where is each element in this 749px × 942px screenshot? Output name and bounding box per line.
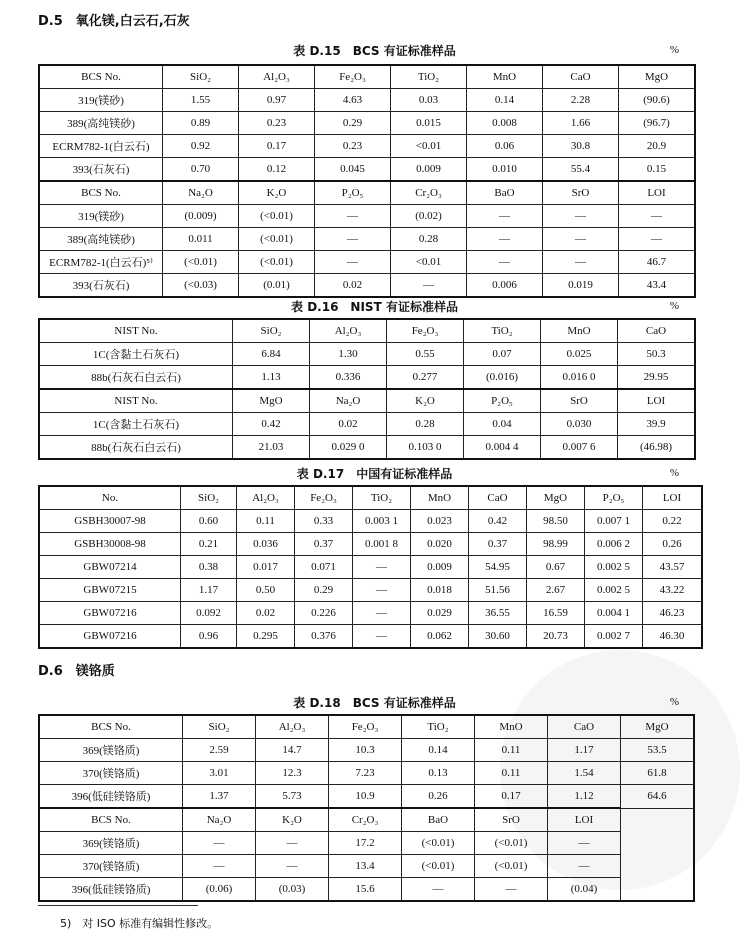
table-cell: 46.7 [619,251,696,274]
table-row [39,89,695,112]
table-cell: 0.004 4 [464,436,541,460]
unit-label: % [669,696,679,708]
table-cell: 0.14 [402,739,475,762]
table-cell: (<0.03) [163,274,239,298]
table-cell: 0.092 [181,602,237,625]
table-row [39,739,694,762]
table-cell: 0.336 [310,366,387,390]
table-row [39,602,702,625]
table-cell: — [256,832,329,855]
table-header [39,65,695,89]
table-cell: — [315,205,391,228]
header-cell: SrO [541,389,618,413]
table-cell: 0.030 [541,413,618,436]
table-row [39,413,695,436]
table-cell: 0.003 1 [353,510,411,533]
table-cell: 0.55 [387,343,464,366]
table-cell: 0.376 [295,625,353,649]
table-cell: 39.9 [618,413,696,436]
table-cell: 0.019 [543,274,619,298]
table-cell: 0.015 [391,112,467,135]
table-cell: (<0.01) [475,832,548,855]
table-cell: 0.025 [541,343,618,366]
table-cell: GSBH30008-98 [39,533,181,556]
table-cell: 30.60 [469,625,527,649]
header-cell: Al₂O₃ [237,486,295,510]
table-cell: 1.30 [310,343,387,366]
table-cell: 0.60 [181,510,237,533]
header-cell: Na₂O [183,808,256,832]
table-cell: 0.07 [464,343,541,366]
table-cell: 0.029 0 [310,436,387,460]
table-cell: 13.4 [329,855,402,878]
table-cell: 0.11 [475,739,548,762]
table-cell: 0.29 [295,579,353,602]
table-row [39,878,694,902]
table-cell: 0.029 [411,602,469,625]
table-cell: (<0.01) [239,228,315,251]
table-cell: 0.14 [467,89,543,112]
table-cell: 0.89 [163,112,239,135]
table-cell: 0.26 [643,533,703,556]
header-cell: LOI [619,181,696,205]
table-cell: 21.03 [233,436,310,460]
header-cell: MgO [527,486,585,510]
table-cell: — [183,832,256,855]
table-d18 [38,714,695,902]
table-cell: 43.4 [619,274,696,298]
table-cell: 1.54 [548,762,621,785]
table-cell: 1.12 [548,785,621,809]
table-cell: — [619,205,696,228]
table-cell: 0.06 [467,135,543,158]
table-row [39,366,695,390]
table-caption-d18: 表 D.18 BCS 有证标准样品 [293,696,456,710]
table-cell: 64.6 [621,785,695,809]
table-header [39,319,695,343]
table-row [39,205,695,228]
table-cell: (0.01) [239,274,315,298]
table-cell: 50.3 [618,343,696,366]
unit-label: % [669,467,679,479]
table-cell: 46.23 [643,602,703,625]
table-cell: 370(镁铬质) [39,762,183,785]
header-cell: K₂O [239,181,315,205]
table-cell: — [467,228,543,251]
table-cell: 0.001 8 [353,533,411,556]
table-cell: GBW07214 [39,556,181,579]
table-cell: 0.28 [391,228,467,251]
table-cell: 1C(含黏土石灰石) [39,413,233,436]
table-cell: 0.007 6 [541,436,618,460]
table-cell: 20.73 [527,625,585,649]
header-cell: P₂O₅ [464,389,541,413]
table-cell: 0.036 [237,533,295,556]
header-cell: LOI [618,389,696,413]
header-cell: Na₂O [310,389,387,413]
header-cell: CaO [469,486,527,510]
table-cell: 10.9 [329,785,402,809]
header-cell: BCS No. [39,65,163,89]
table-cell: 0.92 [163,135,239,158]
table-row [39,158,695,182]
table-cell: — [475,878,548,902]
table-cell: — [548,855,621,878]
table-cell: 1.17 [181,579,237,602]
header-cell: Fe₂O₃ [315,65,391,89]
table-cell: 0.020 [411,533,469,556]
header-cell: NIST No. [39,319,233,343]
table-header [39,715,694,739]
table-cell: 389(高纯镁砂) [39,112,163,135]
table-row [39,579,702,602]
table-cell: 36.55 [469,602,527,625]
table-cell: (0.016) [464,366,541,390]
header-cell: BaO [467,181,543,205]
table-row [39,832,694,855]
table-cell: — [543,228,619,251]
header-cell: K₂O [256,808,329,832]
table-row [39,112,695,135]
table-cell: 2.59 [183,739,256,762]
table-cell: 0.004 1 [585,602,643,625]
table-cell: (46.98) [618,436,696,460]
header-cell: SrO [475,808,548,832]
table-cell: — [619,228,696,251]
header-cell: No. [39,486,181,510]
table-cell: GBW07216 [39,602,181,625]
table-cell: 53.5 [621,739,695,762]
header-cell: NIST No. [39,389,233,413]
table-cell: 2.28 [543,89,619,112]
table-cell: 7.23 [329,762,402,785]
table-cell: 396(低硅镁铬质) [39,785,183,809]
table-cell: 0.009 [391,158,467,182]
header-cell: Al₂O₃ [310,319,387,343]
table-header [39,486,702,510]
table-cell: 0.23 [239,112,315,135]
table-cell: (96.7) [619,112,696,135]
table-row [39,135,695,158]
header-cell: MgO [619,65,696,89]
table-cell: 0.29 [315,112,391,135]
table-cell: 0.23 [315,135,391,158]
header-cell: TiO₂ [464,319,541,343]
table-cell: GBW07215 [39,579,181,602]
header-cell: P₂O₅ [315,181,391,205]
table-cell: 0.017 [237,556,295,579]
header-cell: MnO [475,715,548,739]
table-cell: 0.03 [391,89,467,112]
table-cell: 3.01 [183,762,256,785]
table-cell: ECRM782-1(白云石) [39,135,163,158]
table-cell: (0.06) [183,878,256,902]
table-cell: 1.55 [163,89,239,112]
table-cell: 0.062 [411,625,469,649]
table-row [39,625,702,649]
table-cell: 0.70 [163,158,239,182]
table-cell: 0.011 [163,228,239,251]
header-cell: BCS No. [39,715,183,739]
table-cell: 0.006 [467,274,543,298]
header-cell: K₂O [387,389,464,413]
table-row [39,855,694,878]
table-cell: 5.73 [256,785,329,809]
table-row [39,533,702,556]
table-cell: — [256,855,329,878]
table-cell: (0.02) [391,205,467,228]
header-cell: TiO₂ [402,715,475,739]
unit-label: % [669,44,679,56]
table-cell: 1.66 [543,112,619,135]
table-cell: — [315,228,391,251]
table-cell: — [183,855,256,878]
table-cell: 393(石灰石) [39,274,163,298]
table-cell: — [402,878,475,902]
table-cell: 0.67 [527,556,585,579]
table-cell: 1.37 [183,785,256,809]
table-cell: — [543,205,619,228]
table-d16 [38,318,696,460]
table-header [39,181,695,205]
table-cell: 0.15 [619,158,696,182]
table-cell: 0.010 [467,158,543,182]
table-row [39,251,695,274]
header-cell: BCS No. [39,808,183,832]
table-cell: — [548,832,621,855]
table-cell: — [353,602,411,625]
footnote: 5) 对 ISO 标准有编辑性修改。 [60,917,219,930]
table-cell: 0.37 [469,533,527,556]
table-cell: 319(镁砂) [39,205,163,228]
unit-label: % [669,300,679,312]
header-cell: Al₂O₃ [256,715,329,739]
table-cell: 0.002 7 [585,625,643,649]
header-cell: MgO [233,389,310,413]
table-cell: 393(石灰石) [39,158,163,182]
table-cell: 88b(石灰石白云石) [39,436,233,460]
table-cell: 0.002 5 [585,556,643,579]
table-cell: 0.008 [467,112,543,135]
table-cell: 0.277 [387,366,464,390]
table-cell: 1.13 [233,366,310,390]
table-cell: — [467,205,543,228]
table-cell: 17.2 [329,832,402,855]
table-caption-d15: 表 D.15 BCS 有证标准样品 [293,44,456,58]
table-cell: 61.8 [621,762,695,785]
table-row [39,343,695,366]
table-cell: 369(镁铬质) [39,832,183,855]
header-cell: TiO₂ [353,486,411,510]
table-cell: 29.95 [618,366,696,390]
table-cell: GSBH30007-98 [39,510,181,533]
table-cell: GBW07216 [39,625,181,649]
table-cell: 0.071 [295,556,353,579]
table-cell: 0.02 [315,274,391,298]
table-cell: 10.3 [329,739,402,762]
table-cell: 0.26 [402,785,475,809]
header-cell: MnO [411,486,469,510]
table-cell: 0.12 [239,158,315,182]
header-cell: Fe₂O₃ [387,319,464,343]
table-cell: 0.13 [402,762,475,785]
table-cell: 0.37 [295,533,353,556]
table-cell: 0.96 [181,625,237,649]
table-row [39,556,702,579]
table-cell: 0.42 [469,510,527,533]
table-cell: 0.226 [295,602,353,625]
table-cell: 0.17 [475,785,548,809]
table-cell: (90.6) [619,89,696,112]
table-cell: 0.04 [464,413,541,436]
table-cell: 0.22 [643,510,703,533]
table-header [39,808,694,832]
section-heading-d6: D.6 镁铬质 [38,664,115,679]
table-cell: 0.009 [411,556,469,579]
header-cell: CaO [618,319,696,343]
table-d17 [38,485,703,649]
header-cell: CaO [543,65,619,89]
table-row [39,785,694,809]
table-cell: 0.002 5 [585,579,643,602]
header-cell: MgO [621,715,695,739]
table-cell: 0.295 [237,625,295,649]
table-cell: 0.103 0 [387,436,464,460]
header-cell: MnO [541,319,618,343]
table-cell: ECRM782-1(白云石)⁵⁾ [39,251,163,274]
table-caption-d17: 表 D.17 中国有证标准样品 [296,467,453,481]
table-cell: 51.56 [469,579,527,602]
header-cell: Na₂O [163,181,239,205]
table-cell: 4.63 [315,89,391,112]
table-row [39,228,695,251]
table-d15 [38,64,696,298]
table-cell: 0.11 [475,762,548,785]
table-cell: <0.01 [391,251,467,274]
table-cell: — [391,274,467,298]
header-cell: SrO [543,181,619,205]
table-cell: 0.11 [237,510,295,533]
table-cell: 0.02 [310,413,387,436]
table-cell: (0.03) [256,878,329,902]
table-cell: 0.023 [411,510,469,533]
table-cell: — [353,556,411,579]
table-cell: 30.8 [543,135,619,158]
table-cell: 1C(含黏土石灰石) [39,343,233,366]
table-cell: 0.016 0 [541,366,618,390]
table-header [39,389,695,413]
header-cell: SiO₂ [163,65,239,89]
table-cell: — [315,251,391,274]
table-cell: (<0.01) [475,855,548,878]
table-cell: 98.99 [527,533,585,556]
table-cell: 12.3 [256,762,329,785]
table-cell: 98.50 [527,510,585,533]
table-row [39,762,694,785]
table-cell: <0.01 [391,135,467,158]
table-cell: (<0.01) [239,205,315,228]
table-cell: 369(镁铬质) [39,739,183,762]
table-cell: (0.009) [163,205,239,228]
table-cell: 2.67 [527,579,585,602]
table-cell: 0.045 [315,158,391,182]
header-cell: SiO₂ [183,715,256,739]
table-cell: 54.95 [469,556,527,579]
table-cell: (<0.01) [402,832,475,855]
table-cell: 0.97 [239,89,315,112]
table-cell: 0.007 1 [585,510,643,533]
table-cell: 1.17 [548,739,621,762]
header-cell: SiO₂ [181,486,237,510]
table-cell: 0.006 2 [585,533,643,556]
table-cell: 0.018 [411,579,469,602]
table-caption-d16: 表 D.16 NIST 有证标准样品 [291,300,458,314]
header-cell: LOI [643,486,703,510]
table-cell: (<0.01) [239,251,315,274]
header-cell: Cr₂O₃ [329,808,402,832]
table-row [39,274,695,298]
table-row [39,436,695,460]
header-cell: Fe₂O₃ [329,715,402,739]
table-cell: — [353,625,411,649]
header-cell: CaO [548,715,621,739]
table-cell: 0.02 [237,602,295,625]
section-heading-d5: D.5 氧化镁,白云石,石灰 [38,14,190,29]
header-cell: Cr₂O₃ [391,181,467,205]
table-cell: (<0.01) [402,855,475,878]
table-cell: 88b(石灰石白云石) [39,366,233,390]
table-cell: 15.6 [329,878,402,902]
header-cell: SiO₂ [233,319,310,343]
table-cell: 16.59 [527,602,585,625]
table-cell: — [543,251,619,274]
table-cell: (0.04) [548,878,621,902]
table-cell: 55.4 [543,158,619,182]
header-cell: P₂O₅ [585,486,643,510]
table-cell: 20.9 [619,135,696,158]
header-cell: BCS No. [39,181,163,205]
table-cell: 0.42 [233,413,310,436]
table-cell: 319(镁砂) [39,89,163,112]
table-cell: 43.22 [643,579,703,602]
header-cell: Al₂O₃ [239,65,315,89]
header-cell: MnO [467,65,543,89]
header-cell: LOI [548,808,621,832]
table-cell: 0.38 [181,556,237,579]
table-cell: 396(低硅镁铬质) [39,878,183,902]
table-cell: 389(高纯镁砂) [39,228,163,251]
header-cell: Fe₂O₃ [295,486,353,510]
table-row [39,510,702,533]
header-cell: TiO₂ [391,65,467,89]
table-cell: 46.30 [643,625,703,649]
table-cell: 0.28 [387,413,464,436]
table-cell: — [353,579,411,602]
footnote-rule [38,905,198,906]
table-cell: 0.33 [295,510,353,533]
table-cell: 0.21 [181,533,237,556]
table-cell: 0.50 [237,579,295,602]
header-cell: BaO [402,808,475,832]
table-cell: — [467,251,543,274]
table-cell: 14.7 [256,739,329,762]
table-cell: 43.57 [643,556,703,579]
table-cell: 6.84 [233,343,310,366]
table-cell: 0.17 [239,135,315,158]
table-cell: (<0.01) [163,251,239,274]
table-cell: 370(镁铬质) [39,855,183,878]
